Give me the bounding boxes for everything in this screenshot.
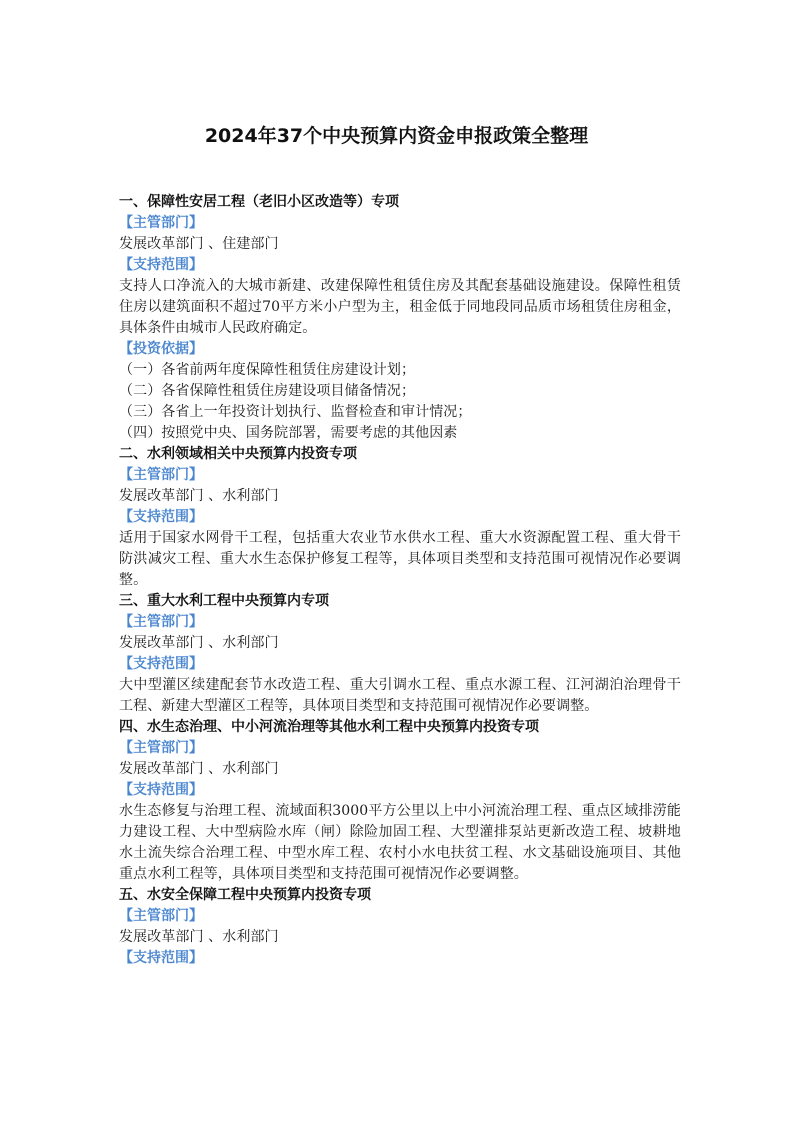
- department-text: 发展改革部门 、水利部门: [119, 488, 279, 504]
- department-label: 【主管部门】: [119, 467, 203, 483]
- section-heading: 五、水安全保障工程中央预算内投资专项: [119, 887, 371, 903]
- section-3: [119, 591, 681, 717]
- document-body: [119, 192, 681, 969]
- department-text: 发展改革部门 、水利部门: [119, 929, 279, 945]
- department-text: 发展改革部门 、水利部门: [119, 761, 279, 777]
- department-text: 发展改革部门 、住建部门: [119, 236, 279, 252]
- scope-text: 适用于国家水网骨干工程，包括重大农业节水供水工程、重大水资源配置工程、重大骨干防洪减灾工程、重大水生态保护修复工程等，具体项目类型和支持范围可视情况作必要调整。: [119, 530, 681, 588]
- department-label: 【主管部门】: [119, 908, 203, 924]
- basis-item: （三）各省上一年投资计划执行、监督检查和审计情况；: [119, 404, 472, 420]
- scope-text: 支持人口净流入的大城市新建、改建保障性租赁住房及其配套基础设施建设。保障性租赁住房以建筑面积不超过70平方米小户型为主，租金低于同地段同品质市场租赁住房租金，具体条件由城市人民政府确定。: [119, 278, 681, 336]
- department-label: 【主管部门】: [119, 740, 203, 756]
- basis-item: （二）各省保障性租赁住房建设项目储备情况；: [119, 383, 416, 399]
- scope-text: 大中型灌区续建配套节水改造工程、重大引调水工程、重点水源工程、江河湖泊治理骨干工程、新建大型灌区工程等，具体项目类型和支持范围可视情况作必要调整。: [119, 677, 681, 714]
- scope-label: 【支持范围】: [119, 509, 203, 525]
- basis-item: （四）按照党中央、国务院部署，需要考虑的其他因素: [119, 425, 458, 441]
- scope-label: 【支持范围】: [119, 782, 203, 798]
- scope-label: 【支持范围】: [119, 656, 203, 672]
- department-text: 发展改革部门 、水利部门: [119, 635, 279, 651]
- section-4: [119, 717, 681, 885]
- section-2: [119, 444, 681, 591]
- section-heading: 三、重大水利工程中央预算内专项: [119, 593, 329, 609]
- scope-label: 【支持范围】: [119, 257, 203, 273]
- section-heading: 一、保障性安居工程（老旧小区改造等）专项: [119, 194, 399, 210]
- section-heading: 二、水利领域相关中央预算内投资专项: [119, 446, 357, 462]
- scope-label: 【支持范围】: [119, 950, 203, 966]
- section-5: [119, 885, 681, 969]
- scope-text: 水生态修复与治理工程、流域面积3000平方公里以上中小河流治理工程、重点区域排涝能力建设工程、大中型病险水库（闸）除险加固工程、大型灌排泵站更新改造工程、坡耕地水土流失综合治理工程、中型水库工程、农村小水电扶贫工程、水文基础设施项目、其他重点水利工程等，具体项目类型和支持范围可视情况作必要调整。: [119, 803, 681, 882]
- section-1: [119, 192, 681, 444]
- section-heading: 四、水生态治理、中小河流治理等其他水利工程中央预算内投资专项: [119, 719, 539, 735]
- basis-item: （一）各省前两年度保障性租赁住房建设计划；: [119, 362, 416, 378]
- department-label: 【主管部门】: [119, 215, 203, 231]
- department-label: 【主管部门】: [119, 614, 203, 630]
- page-title: 2024年37个中央预算内资金申报政策全整理: [204, 125, 589, 147]
- basis-label: 【投资依据】: [119, 341, 203, 357]
